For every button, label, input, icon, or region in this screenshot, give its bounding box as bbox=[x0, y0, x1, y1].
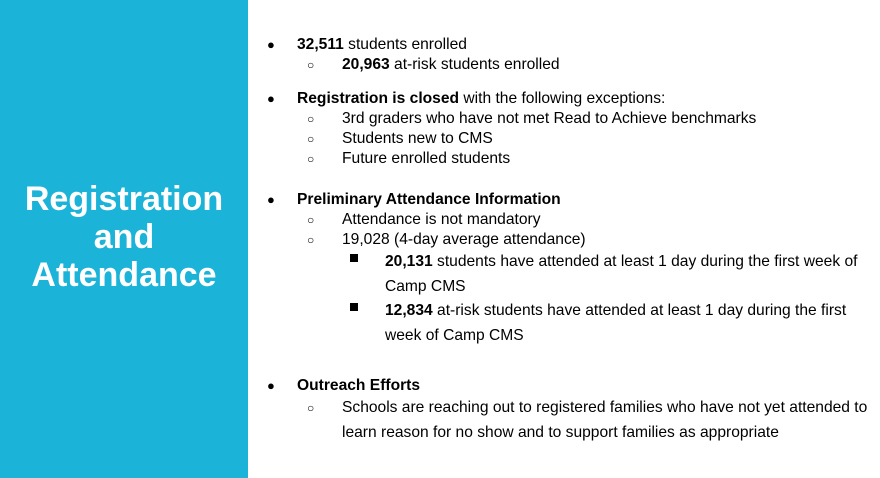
attendance-detail-body: students have attended at least 1 day during the first week of Camp CMS bbox=[385, 253, 858, 295]
bullet-icon: ● bbox=[267, 37, 275, 52]
list-item-outreach-note bbox=[262, 396, 872, 445]
slide-title-line-3: Attendance bbox=[31, 256, 217, 294]
registration-text: with the following exceptions: bbox=[459, 90, 666, 107]
slide-title bbox=[25, 180, 223, 294]
enrolled-count: 32,511 bbox=[297, 36, 344, 53]
attendance-note-text: 19,028 (4-day average attendance) bbox=[342, 231, 586, 248]
list-item-attendance-detail bbox=[262, 250, 872, 299]
attendance-detail-text bbox=[385, 299, 872, 348]
bullet-icon: ● bbox=[267, 91, 275, 106]
enrolled-text: students enrolled bbox=[343, 36, 467, 53]
slide-title-line-1: Registration bbox=[24, 180, 224, 218]
outreach-heading: Outreach Efforts bbox=[297, 377, 421, 394]
list-item-attendance-note bbox=[262, 230, 872, 250]
square-bullet-icon bbox=[350, 303, 358, 311]
list-item-exception bbox=[262, 149, 872, 169]
bullet-icon: ● bbox=[267, 192, 275, 207]
circle-bullet-icon: ○ bbox=[307, 401, 315, 415]
at-risk-enrolled-count: 20,963 bbox=[342, 56, 390, 73]
attendance-heading: Preliminary Attendance Information bbox=[297, 191, 561, 208]
circle-bullet-icon: ○ bbox=[307, 58, 315, 72]
list-item-attendance-detail bbox=[262, 299, 872, 348]
attendance-note-text: Attendance is not mandatory bbox=[342, 211, 541, 228]
attendance-detail-count: 20,131 bbox=[385, 253, 433, 270]
list-item-exception bbox=[262, 129, 872, 149]
square-bullet-icon bbox=[350, 254, 358, 262]
bullet-icon: ● bbox=[267, 378, 275, 393]
exception-text: Students new to CMS bbox=[342, 130, 493, 147]
list-item-outreach bbox=[262, 376, 872, 396]
attendance-detail-count: 12,834 bbox=[385, 302, 433, 319]
registration-status: Registration is closed bbox=[297, 90, 460, 107]
list-item-at-risk-enrolled bbox=[262, 55, 872, 75]
list-item-attendance bbox=[262, 190, 872, 210]
list-item-registration bbox=[262, 89, 872, 109]
list-item-enrolled bbox=[262, 35, 872, 55]
exception-text: Future enrolled students bbox=[342, 150, 511, 167]
circle-bullet-icon: ○ bbox=[307, 213, 315, 227]
list-item-attendance-note bbox=[262, 210, 872, 230]
exception-text: 3rd graders who have not met Read to Achieve benchmarks bbox=[342, 110, 757, 127]
slide-title-line-2: and bbox=[93, 218, 155, 256]
at-risk-enrolled-text: at-risk students enrolled bbox=[389, 56, 560, 73]
circle-bullet-icon: ○ bbox=[307, 233, 315, 247]
circle-bullet-icon: ○ bbox=[307, 132, 315, 146]
outreach-text: Schools are reaching out to registered families who have not yet attended to learn reason for no show and to support families as appropriate bbox=[342, 399, 868, 441]
attendance-detail-body: at-risk students have attended at least 1 day during the first week of Camp CMS bbox=[385, 302, 847, 344]
list-item-exception bbox=[262, 109, 872, 129]
circle-bullet-icon: ○ bbox=[307, 152, 315, 166]
attendance-detail-text bbox=[385, 250, 872, 299]
title-panel bbox=[0, 0, 248, 478]
circle-bullet-icon: ○ bbox=[307, 112, 315, 126]
bullet-content bbox=[262, 35, 872, 445]
